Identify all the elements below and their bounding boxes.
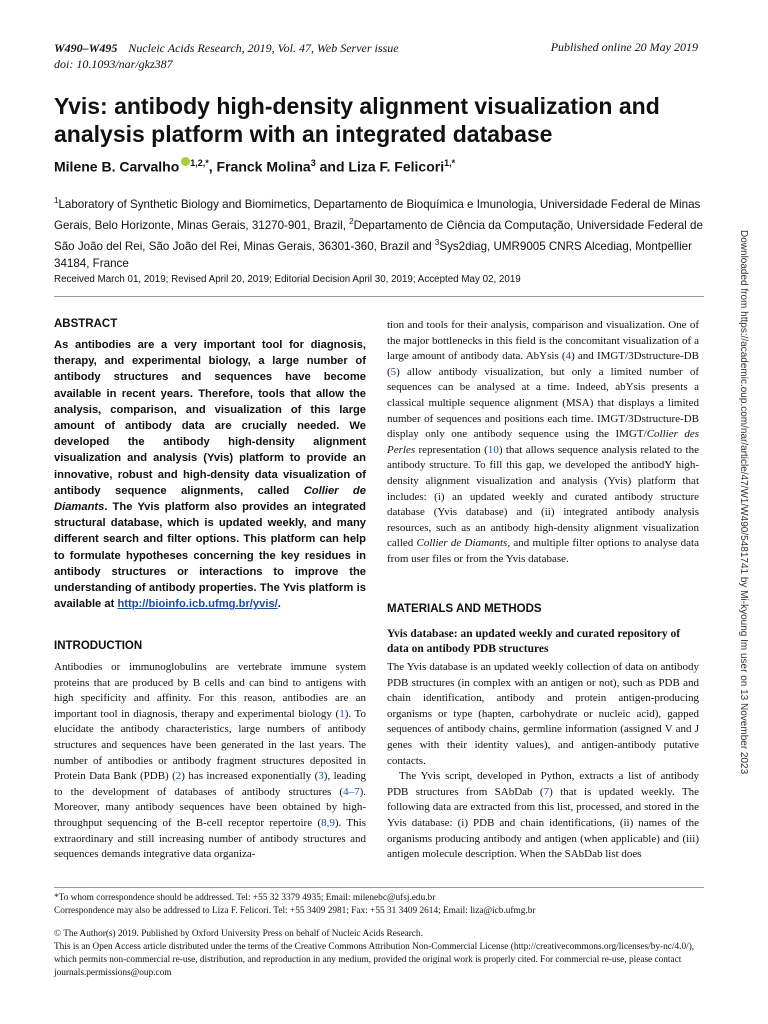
article-title: Yvis: antibody high-density alignment visualization and analysis platform with an integrated database: [54, 93, 660, 147]
abstract-text: [54, 337, 366, 612]
introduction-heading: INTRODUCTION: [54, 640, 143, 652]
download-notice: Downloaded from https://academic.oup.com/nar/article/47/W1/W490/5481741 by Mi-kyoung Im user on 13 November 2023: [738, 230, 749, 775]
intro-text: ) that allows sequence analysis related to the antibody structure. To fill this gap, we developed the antibodY high-density alignment visualization and analysis (Yvis) platform that includes: (i) an updated weekly and curated antibody structure database (Yvis database) and (ii) integrated antibody analysis resources, such as an antibody high-density alignment visualization called: [387, 443, 699, 550]
footnote-divider: [54, 887, 704, 888]
citation-link[interactable]: 4–7: [343, 785, 360, 798]
citation-link[interactable]: 1: [339, 707, 345, 720]
orcid-icon[interactable]: [181, 157, 190, 166]
intro-text: Antibodies or immunoglobulins are vertebrate immune system proteins that are produced by B cells and can bind to antigens with high specificity and affinity. For this reason, antibodies are an important tool in diagnosis, therapy and experimental biology (: [54, 661, 366, 720]
footnote-2: Correspondence may also be addressed to Liza F. Felicori. Tel: +55 3409 2981; Fax: +55 31 3409 2614; Email: liza@icb.ufmg.br: [54, 906, 536, 916]
license-text: This is an Open Access article distributed under the terms of the Creative Commons Attribution Non-Commercial License (http://creativecommons.org/licenses/by-nc/4.0/), which permits non-commercial re-use, distribution, and reproduction in any medium, provided the original work is properly cited. For commercial re-use, please contact journals.permissions@oup.com: [54, 942, 695, 978]
journal-citation: Nucleic Acids Research, 2019, Vol. 47, Web Server issue: [128, 41, 399, 55]
intro-text: and multiple filter options to analyse data from user files or from the Yvis database.: [387, 537, 699, 565]
affil-2: Departamento de Ciência da Computação, Universidade Federal de São João del Rei, São João del Rei, Minas Gerais, 36301-360, Brazil and: [54, 218, 703, 253]
author-1-affil: 1,2,*: [190, 158, 209, 168]
citation-link[interactable]: 3: [318, 770, 324, 783]
abstract-part-1: As antibodies are a very important tool for diagnosis, therapy, and experimental biology, a large number of antibody structures and sequences have become available in recent years. Therefore, tools that allow the analysis, comparison, and visualization of this large amount of antibody data are crucially needed. We developed the antibody high-density alignment visualization and analysis (Yvis) platform to provide an innovative, robust and high-density data visualization of antibody sequence alignments, called: [54, 339, 366, 497]
methods-paragraph: [387, 769, 699, 863]
license: [54, 928, 704, 980]
citation-link[interactable]: 5: [390, 365, 397, 378]
author-1[interactable]: Milene B. Carvalho: [54, 158, 180, 175]
author-2[interactable]: , Franck Molina: [208, 158, 311, 175]
author-3-affil: 1,*: [444, 158, 456, 168]
download-sidebar: [737, 230, 751, 800]
intro-text: ). This extraordinary and still increasing number of antibody structures and sequences demands integrative data organiza-: [54, 816, 366, 861]
published-date: Published online 20 May 2019: [550, 40, 698, 54]
affil-3: Sys2diag, UMR9005 CNRS Alcediag, Montpellier 34184, France: [54, 239, 692, 270]
abstract-part-2: . The Yvis platform also provides an integrated structural database, which is updated weekly, and many different search and filter options. This platform can help to formulate hypotheses concerning the key residues in antibody structures or interactions to improve the understanding of antibody properties. The Yvis platform is available at: [54, 501, 366, 611]
doi[interactable]: doi: 10.1093/nar/gkz387: [54, 57, 173, 71]
intro-text: ), leading to the development of databases of antibody structures (: [54, 770, 366, 798]
abstract-heading: ABSTRACT: [54, 318, 118, 330]
intro-text: tion and tools for their analysis, comparison and visualization. One of the major bottlenecks in this field is the concomitant visualization of a large amount of antibody data. AbYsis (: [387, 319, 699, 363]
affil-2-mark: 2: [349, 216, 354, 226]
intro-italic: Collier des Perles: [387, 428, 699, 456]
citation-link[interactable]: 7: [543, 785, 550, 798]
citation-link[interactable]: 4: [565, 350, 572, 363]
author-2-affil: 3: [310, 158, 316, 168]
methods-heading: MATERIALS AND METHODS: [387, 603, 542, 615]
citation-link[interactable]: 2: [175, 770, 182, 783]
intro-text: ) allow antibody visualization, but only a limited number of sequences can be analysed at a time. Indeed, abYsis presents a classical multiple sequence alignment (MSA) that displays a limited number of sequences and positions each time. IMGT/3Dstructure-DB display only one antibody sequence using the IMGT/: [387, 365, 699, 441]
received-dates: Received March 01, 2019; Revised April 20, 2019; Editorial Decision April 30, 2019; Accepted May 02, 2019: [54, 274, 521, 285]
intro-text: ) and IMGT/3Dstructure-DB (: [387, 350, 699, 378]
abstract-italic: Collier de Diamants: [54, 484, 366, 514]
intro-text: ). To elucidate the antibody characteristics, large numbers of antibody structures and sequences have been generated in the last years. The number of antibodies or antibody fragment structures deposited in Protein Data Bank (PDB) (: [54, 707, 366, 783]
citation-link[interactable]: 10: [487, 443, 499, 456]
intro-text: ) has increased exponentially (: [181, 770, 319, 783]
affiliations: [54, 192, 704, 272]
citation-link[interactable]: 8,9: [321, 816, 335, 829]
abstract-end: .: [277, 598, 281, 611]
introduction-text: [54, 660, 366, 863]
footnote-1: *To whom correspondence should be addressed. Tel: +55 32 3379 4935; Email: milenebc@ufsj.edu.br: [54, 893, 436, 903]
footnotes: [54, 892, 704, 918]
methods-text-part: ) that is updated weekly. The following data are extracted from this list, processed, and stored in the Yvis database: (i) PDB and chain identifications, (ii) names of the organisms producing antibody and antigen (when applicable) and (iii) antigen molecule description. When the SAbDab list does: [387, 785, 699, 861]
author-list: [54, 157, 455, 175]
author-3[interactable]: and Liza F. Felicori: [315, 158, 445, 175]
intro-text: representation (: [415, 443, 488, 456]
affil-1: Laboratory of Synthetic Biology and Biomimetics, Departamento de Bioquímica e Imunologia, Universidade Federal de Minas Gerais, Belo Horizonte, Minas Gerais, 31270-901, Brazil,: [54, 197, 701, 232]
methods-text-part: The Yvis script, developed in Python, extracts a list of antibody PDB structures from SAbDab (: [387, 770, 699, 798]
yvis-link[interactable]: http://bioinfo.icb.ufmg.br/yvis/: [117, 598, 278, 611]
copyright-line: © The Author(s) 2019. Published by Oxford University Press on behalf of Nucleic Acids Research.: [54, 929, 423, 939]
affil-3-mark: 3: [434, 237, 440, 247]
page-range: W490–W495: [54, 41, 118, 55]
intro-italic: Collier de Diamants,: [416, 537, 511, 550]
divider: [54, 296, 704, 297]
methods-subheading: Yvis database: an updated weekly and curated repository of data on antibody PDB structures: [387, 628, 681, 655]
running-header: [54, 40, 399, 72]
intro-text: ). Moreover, many antibody sequences have been obtained by high-throughput sequencing of the B-cell receptor repertoire (: [54, 785, 366, 829]
affil-1-mark: 1: [54, 196, 59, 205]
methods-text: [387, 660, 699, 863]
introduction-continued: [387, 318, 699, 568]
methods-paragraph: The Yvis database is an updated weekly collection of data on antibody PDB structures (in complex with an antigen or not), such as PDB and chain identification, antibody and protein antigen-producing organisms or type (hapten, carbohydrate or nucleic acid), gapped sequences of antibody chains, germline information (assigned V and J genes with their identity values), and antigen-antibody putative contacts.: [387, 661, 699, 767]
